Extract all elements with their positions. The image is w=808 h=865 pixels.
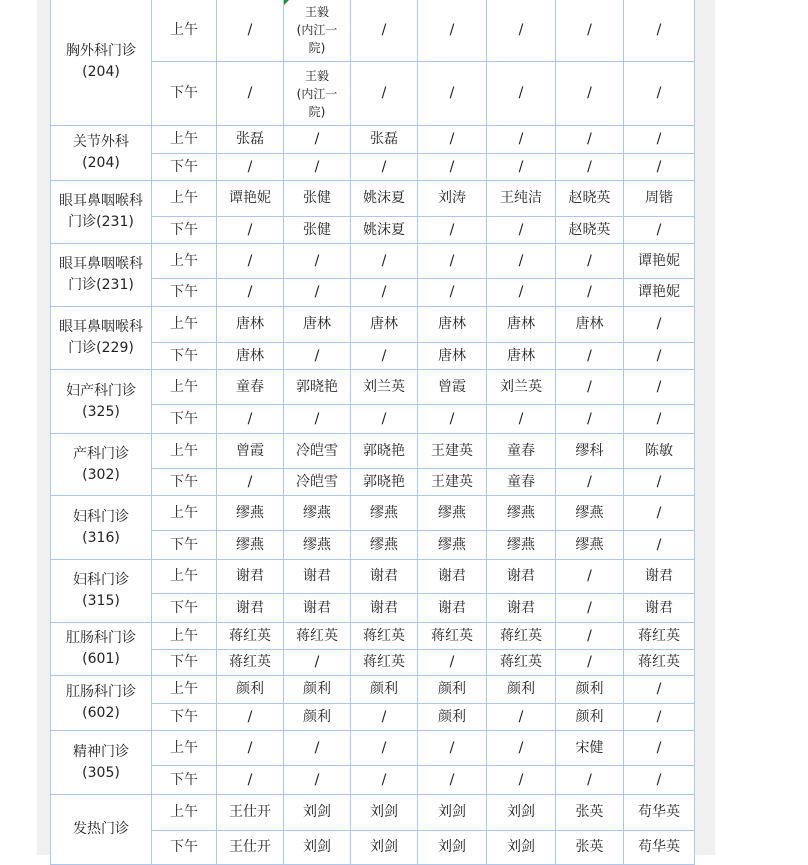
doctor-cell: 周锴 bbox=[624, 181, 695, 217]
department-cell bbox=[51, 795, 152, 865]
doctor-cell: 颜利 bbox=[487, 676, 556, 704]
cell-text-line: (601) bbox=[82, 651, 120, 667]
doctor-cell: 谢君 bbox=[487, 594, 556, 623]
doctor-cell: / bbox=[284, 126, 351, 154]
doctor-cell: 谢君 bbox=[624, 560, 695, 594]
doctor-cell: 刘剑 bbox=[284, 795, 351, 831]
doctor-cell: 刘剑 bbox=[418, 831, 487, 865]
doctor-cell: 蒋红英 bbox=[487, 623, 556, 650]
doctor-cell: / bbox=[487, 731, 556, 766]
doctor-cell: 缪燕 bbox=[217, 496, 284, 531]
cell-text-line: 王毅 bbox=[304, 5, 329, 19]
cell-text-line: 精神门诊 bbox=[73, 743, 129, 760]
doctor-cell: 缪燕 bbox=[487, 531, 556, 560]
doctor-cell: 童春 bbox=[487, 469, 556, 496]
cell-text-line: (302) bbox=[82, 466, 120, 483]
doctor-cell: 谢君 bbox=[487, 560, 556, 594]
cell-text-line: (内江一 bbox=[296, 86, 338, 101]
doctor-cell: 刘剑 bbox=[284, 831, 351, 865]
doctor-cell: / bbox=[556, 405, 624, 434]
doctor-cell: / bbox=[284, 343, 351, 370]
morning-label: 上午 bbox=[152, 370, 217, 405]
doctor-cell: 缪科 bbox=[556, 434, 624, 469]
cell-text-line: (204) bbox=[82, 155, 120, 171]
doctor-cell: 刘剑 bbox=[487, 831, 556, 865]
table-row bbox=[51, 244, 695, 279]
doctor-cell: / bbox=[217, 469, 284, 496]
doctor-cell: / bbox=[624, 731, 695, 766]
doctor-cell: 颜利 bbox=[284, 676, 351, 704]
doctor-cell: / bbox=[487, 217, 556, 244]
doctor-cell: 唐林 bbox=[217, 307, 284, 343]
doctor-cell: 刘兰英 bbox=[351, 370, 418, 405]
doctor-cell: 唐林 bbox=[418, 343, 487, 370]
doctor-cell: 童春 bbox=[217, 370, 284, 405]
doctor-cell: / bbox=[351, 244, 418, 279]
morning-label: 上午 bbox=[152, 126, 217, 154]
department-cell bbox=[51, 676, 152, 731]
cell-text-line: (305) bbox=[82, 764, 120, 781]
table-row bbox=[51, 795, 695, 831]
doctor-cell: 缪燕 bbox=[556, 531, 624, 560]
cell-text-line: 眼耳鼻咽喉科 bbox=[59, 256, 143, 272]
doctor-cell: / bbox=[556, 623, 624, 650]
afternoon-label: 下午 bbox=[152, 531, 217, 560]
doctor-cell: / bbox=[556, 154, 624, 181]
doctor-cell: / bbox=[624, 217, 695, 244]
doctor-cell: / bbox=[351, 343, 418, 370]
doctor-cell: / bbox=[284, 405, 351, 434]
doctor-cell: / bbox=[487, 766, 556, 795]
doctor-cell: / bbox=[217, 405, 284, 434]
doctor-cell: / bbox=[284, 154, 351, 181]
doctor-cell: 赵晓英 bbox=[556, 217, 624, 244]
doctor-cell: 唐林 bbox=[487, 343, 556, 370]
cell-text-line: 肛肠科门诊 bbox=[66, 684, 136, 700]
cell-text-line: 眼耳鼻咽喉科 bbox=[59, 193, 143, 209]
doctor-cell: 张健 bbox=[284, 181, 351, 217]
morning-label: 上午 bbox=[152, 623, 217, 650]
doctor-cell: 谭艳妮 bbox=[624, 244, 695, 279]
doctor-cell: 谭艳妮 bbox=[624, 279, 695, 307]
doctor-cell: / bbox=[284, 650, 351, 676]
doctor-cell: / bbox=[487, 405, 556, 434]
doctor-cell: 谢君 bbox=[284, 560, 351, 594]
doctor-cell: / bbox=[418, 126, 487, 154]
doctor-cell: 缪燕 bbox=[487, 496, 556, 531]
cell-text-line: 院) bbox=[308, 104, 326, 119]
doctor-cell: 姚沫夏 bbox=[351, 217, 418, 244]
afternoon-label: 下午 bbox=[152, 217, 217, 244]
doctor-cell: / bbox=[418, 766, 487, 795]
cell-text-line: 王毅 bbox=[304, 68, 329, 83]
morning-label: 上午 bbox=[152, 244, 217, 279]
doctor-cell: 张英 bbox=[556, 795, 624, 831]
doctor-cell: 张健 bbox=[284, 217, 351, 244]
cell-text-line: 门诊(231) bbox=[68, 277, 134, 293]
doctor-cell: / bbox=[217, 279, 284, 307]
cell-text-line: 关节外科 bbox=[73, 134, 129, 150]
doctor-cell: 唐林 bbox=[217, 343, 284, 370]
doctor-cell: 缪燕 bbox=[556, 496, 624, 531]
doctor-cell: 唐林 bbox=[556, 307, 624, 343]
afternoon-label: 下午 bbox=[152, 704, 217, 731]
doctor-cell: 颜利 bbox=[418, 676, 487, 704]
doctor-cell: 缪燕 bbox=[351, 496, 418, 531]
doctor-cell: / bbox=[624, 676, 695, 704]
doctor-cell: / bbox=[217, 217, 284, 244]
department-cell bbox=[51, 307, 152, 370]
doctor-cell: 冷皑雪 bbox=[284, 434, 351, 469]
doctor-cell: 蒋红英 bbox=[624, 650, 695, 676]
outpatient-schedule-table bbox=[50, 0, 695, 865]
doctor-cell: / bbox=[556, 560, 624, 594]
doctor-cell: 郭晓艳 bbox=[351, 434, 418, 469]
doctor-cell: / bbox=[217, 154, 284, 181]
doctor-cell: / bbox=[487, 62, 556, 126]
cell-text-line: 产科门诊 bbox=[73, 445, 129, 462]
doctor-cell: 王建英 bbox=[418, 469, 487, 496]
doctor-cell: 刘剑 bbox=[418, 795, 487, 831]
cell-text-line: (325) bbox=[82, 403, 120, 420]
morning-label: 上午 bbox=[152, 434, 217, 469]
doctor-cell: 苟华英 bbox=[624, 795, 695, 831]
doctor-cell: / bbox=[624, 766, 695, 795]
doctor-cell: / bbox=[556, 279, 624, 307]
doctor-cell: 缪燕 bbox=[284, 531, 351, 560]
table-row bbox=[51, 126, 695, 154]
afternoon-label: 下午 bbox=[152, 154, 217, 181]
doctor-cell: 颜利 bbox=[217, 676, 284, 704]
doctor-cell: 谢君 bbox=[418, 594, 487, 623]
cell-text-line: (316) bbox=[82, 529, 120, 546]
doctor-cell: 赵晓英 bbox=[556, 181, 624, 217]
doctor-cell: 陈敏 bbox=[624, 434, 695, 469]
afternoon-label: 下午 bbox=[152, 766, 217, 795]
doctor-cell: / bbox=[556, 244, 624, 279]
doctor-cell: 唐林 bbox=[418, 307, 487, 343]
doctor-cell: 谢君 bbox=[351, 594, 418, 623]
doctor-cell: / bbox=[487, 704, 556, 731]
doctor-cell: / bbox=[217, 244, 284, 279]
department-cell bbox=[51, 181, 152, 244]
department-cell bbox=[51, 244, 152, 307]
cell-text-line: (内江一 bbox=[296, 23, 338, 37]
afternoon-label: 下午 bbox=[152, 343, 217, 370]
doctor-cell: / bbox=[624, 307, 695, 343]
doctor-cell: 唐林 bbox=[284, 307, 351, 343]
cell-text-line: 妇产科门诊 bbox=[66, 382, 136, 399]
doctor-cell: / bbox=[418, 244, 487, 279]
department-cell bbox=[51, 623, 152, 676]
doctor-cell: 王建英 bbox=[418, 434, 487, 469]
doctor-cell: / bbox=[624, 531, 695, 560]
doctor-cell: / bbox=[556, 370, 624, 405]
doctor-cell: 刘剑 bbox=[351, 831, 418, 865]
doctor-cell: / bbox=[284, 244, 351, 279]
morning-label: 上午 bbox=[152, 731, 217, 766]
doctor-cell: / bbox=[556, 62, 624, 126]
table-row bbox=[51, 623, 695, 650]
afternoon-label: 下午 bbox=[152, 594, 217, 623]
doctor-cell: / bbox=[351, 279, 418, 307]
doctor-cell: / bbox=[217, 704, 284, 731]
doctor-cell: 缪燕 bbox=[418, 531, 487, 560]
doctor-cell: 谢君 bbox=[217, 594, 284, 623]
afternoon-label: 下午 bbox=[152, 279, 217, 307]
doctor-cell: 刘兰英 bbox=[487, 370, 556, 405]
doctor-cell bbox=[284, 62, 351, 126]
morning-label: 上午 bbox=[152, 307, 217, 343]
cell-text-line: 门诊(231) bbox=[68, 214, 134, 230]
doctor-cell: / bbox=[624, 62, 695, 126]
doctor-cell: / bbox=[217, 0, 284, 62]
table-row bbox=[51, 560, 695, 594]
department-cell bbox=[51, 496, 152, 560]
doctor-cell: 张磊 bbox=[351, 126, 418, 154]
doctor-cell: 蒋红英 bbox=[487, 650, 556, 676]
doctor-cell: 缪燕 bbox=[284, 496, 351, 531]
doctor-cell: 曾霞 bbox=[217, 434, 284, 469]
cell-text-line: 眼耳鼻咽喉科 bbox=[59, 319, 143, 335]
doctor-cell: 王纯洁 bbox=[487, 181, 556, 217]
doctor-cell: / bbox=[351, 62, 418, 126]
doctor-cell: 张磊 bbox=[217, 126, 284, 154]
morning-label: 上午 bbox=[152, 795, 217, 831]
cell-text-line: 妇科门诊 bbox=[73, 572, 129, 588]
doctor-cell: / bbox=[624, 154, 695, 181]
doctor-cell: / bbox=[487, 0, 556, 62]
doctor-cell: 谢君 bbox=[351, 560, 418, 594]
doctor-cell: / bbox=[418, 62, 487, 126]
doctor-cell: 谭艳妮 bbox=[217, 181, 284, 217]
doctor-cell: / bbox=[418, 154, 487, 181]
doctor-cell: / bbox=[487, 279, 556, 307]
doctor-cell: 颜利 bbox=[556, 676, 624, 704]
doctor-cell: 刘剑 bbox=[351, 795, 418, 831]
doctor-cell: / bbox=[351, 766, 418, 795]
doctor-cell: 童春 bbox=[487, 434, 556, 469]
doctor-cell: 王仕开 bbox=[217, 795, 284, 831]
doctor-cell: 谢君 bbox=[217, 560, 284, 594]
doctor-cell bbox=[284, 0, 351, 62]
doctor-cell: 蒋红英 bbox=[418, 623, 487, 650]
doctor-cell: / bbox=[624, 496, 695, 531]
cell-text-line: (204) bbox=[82, 64, 120, 80]
doctor-cell: 刘涛 bbox=[418, 181, 487, 217]
doctor-cell: 刘剑 bbox=[487, 795, 556, 831]
cell-text-line: 发热门诊 bbox=[73, 821, 129, 837]
department-cell bbox=[51, 434, 152, 496]
department-cell bbox=[51, 370, 152, 434]
afternoon-label: 下午 bbox=[152, 469, 217, 496]
doctor-cell: / bbox=[418, 0, 487, 62]
doctor-cell: 缪燕 bbox=[418, 496, 487, 531]
doctor-cell: 王仕开 bbox=[217, 831, 284, 865]
doctor-cell: / bbox=[418, 650, 487, 676]
doctor-cell: 宋健 bbox=[556, 731, 624, 766]
table-row bbox=[51, 370, 695, 405]
doctor-cell: 颜利 bbox=[418, 704, 487, 731]
doctor-cell: 缪燕 bbox=[217, 531, 284, 560]
doctor-cell: 谢君 bbox=[418, 560, 487, 594]
afternoon-label: 下午 bbox=[152, 831, 217, 865]
doctor-cell: 蒋红英 bbox=[217, 650, 284, 676]
doctor-cell: / bbox=[418, 405, 487, 434]
doctor-cell: / bbox=[624, 370, 695, 405]
doctor-cell: / bbox=[217, 731, 284, 766]
doctor-cell: / bbox=[418, 731, 487, 766]
cell-text-line: 门诊(229) bbox=[68, 340, 134, 356]
cell-text-line: 肛肠科门诊 bbox=[66, 630, 136, 646]
comment-corner-marker bbox=[284, 0, 290, 5]
morning-label: 上午 bbox=[152, 0, 217, 62]
doctor-cell: / bbox=[284, 766, 351, 795]
doctor-cell: 蒋红英 bbox=[351, 650, 418, 676]
doctor-cell: / bbox=[487, 126, 556, 154]
doctor-cell: / bbox=[556, 469, 624, 496]
doctor-cell: / bbox=[556, 0, 624, 62]
doctor-cell: 蒋红英 bbox=[351, 623, 418, 650]
afternoon-label: 下午 bbox=[152, 62, 217, 126]
cell-text-line: 妇科门诊 bbox=[73, 508, 129, 525]
cell-text-line: (315) bbox=[82, 593, 120, 609]
doctor-cell: 唐林 bbox=[351, 307, 418, 343]
department-cell bbox=[51, 560, 152, 623]
doctor-cell: 颜利 bbox=[351, 676, 418, 704]
doctor-cell: / bbox=[351, 405, 418, 434]
doctor-cell: / bbox=[284, 731, 351, 766]
doctor-cell: / bbox=[624, 126, 695, 154]
doctor-cell: / bbox=[217, 62, 284, 126]
morning-label: 上午 bbox=[152, 496, 217, 531]
doctor-cell: 蒋红英 bbox=[624, 623, 695, 650]
doctor-cell: / bbox=[556, 343, 624, 370]
department-cell bbox=[51, 126, 152, 181]
doctor-cell: 曾霞 bbox=[418, 370, 487, 405]
doctor-cell: 缪燕 bbox=[351, 531, 418, 560]
doctor-cell: / bbox=[556, 650, 624, 676]
doctor-cell: 蒋红英 bbox=[217, 623, 284, 650]
doctor-cell: / bbox=[487, 154, 556, 181]
doctor-cell: 谢君 bbox=[284, 594, 351, 623]
doctor-cell: / bbox=[624, 0, 695, 62]
table-row bbox=[51, 731, 695, 766]
doctor-cell: 郭晓艳 bbox=[284, 370, 351, 405]
doctor-cell: / bbox=[556, 594, 624, 623]
doctor-cell: 颜利 bbox=[284, 704, 351, 731]
morning-label: 上午 bbox=[152, 676, 217, 704]
table-row bbox=[51, 307, 695, 343]
doctor-cell: 张英 bbox=[556, 831, 624, 865]
afternoon-label: 下午 bbox=[152, 405, 217, 434]
doctor-cell: / bbox=[418, 279, 487, 307]
doctor-cell: / bbox=[351, 704, 418, 731]
doctor-cell: / bbox=[351, 0, 418, 62]
cell-text-line: 院) bbox=[308, 41, 326, 55]
doctor-cell: / bbox=[418, 217, 487, 244]
doctor-cell: 冷皑雪 bbox=[284, 469, 351, 496]
doctor-cell: 唐林 bbox=[487, 307, 556, 343]
doctor-cell: / bbox=[487, 244, 556, 279]
doctor-cell: / bbox=[351, 731, 418, 766]
table-row bbox=[51, 676, 695, 704]
morning-label: 上午 bbox=[152, 560, 217, 594]
doctor-cell: / bbox=[556, 126, 624, 154]
morning-label: 上午 bbox=[152, 181, 217, 217]
doctor-cell: 郭晓艳 bbox=[351, 469, 418, 496]
doctor-cell: / bbox=[624, 343, 695, 370]
schedule-body bbox=[51, 0, 695, 865]
table-row bbox=[51, 181, 695, 217]
cell-text-line: 胸外科门诊 bbox=[66, 43, 136, 59]
doctor-cell: / bbox=[556, 766, 624, 795]
department-cell bbox=[51, 731, 152, 795]
doctor-cell: / bbox=[351, 154, 418, 181]
table-row bbox=[51, 0, 695, 62]
table-row bbox=[51, 434, 695, 469]
doctor-cell: 姚沫夏 bbox=[351, 181, 418, 217]
department-cell bbox=[51, 0, 152, 126]
doctor-cell: 蒋红英 bbox=[284, 623, 351, 650]
doctor-cell: / bbox=[624, 405, 695, 434]
doctor-cell: 颜利 bbox=[556, 704, 624, 731]
doctor-cell: / bbox=[284, 279, 351, 307]
cell-text-line: (602) bbox=[82, 705, 120, 721]
table-row bbox=[51, 496, 695, 531]
doctor-cell: / bbox=[217, 766, 284, 795]
doctor-cell: / bbox=[624, 704, 695, 731]
doctor-cell: 苟华英 bbox=[624, 831, 695, 865]
doctor-cell: / bbox=[624, 469, 695, 496]
doctor-cell: 谢君 bbox=[624, 594, 695, 623]
afternoon-label: 下午 bbox=[152, 650, 217, 676]
page-panel bbox=[37, 0, 715, 855]
